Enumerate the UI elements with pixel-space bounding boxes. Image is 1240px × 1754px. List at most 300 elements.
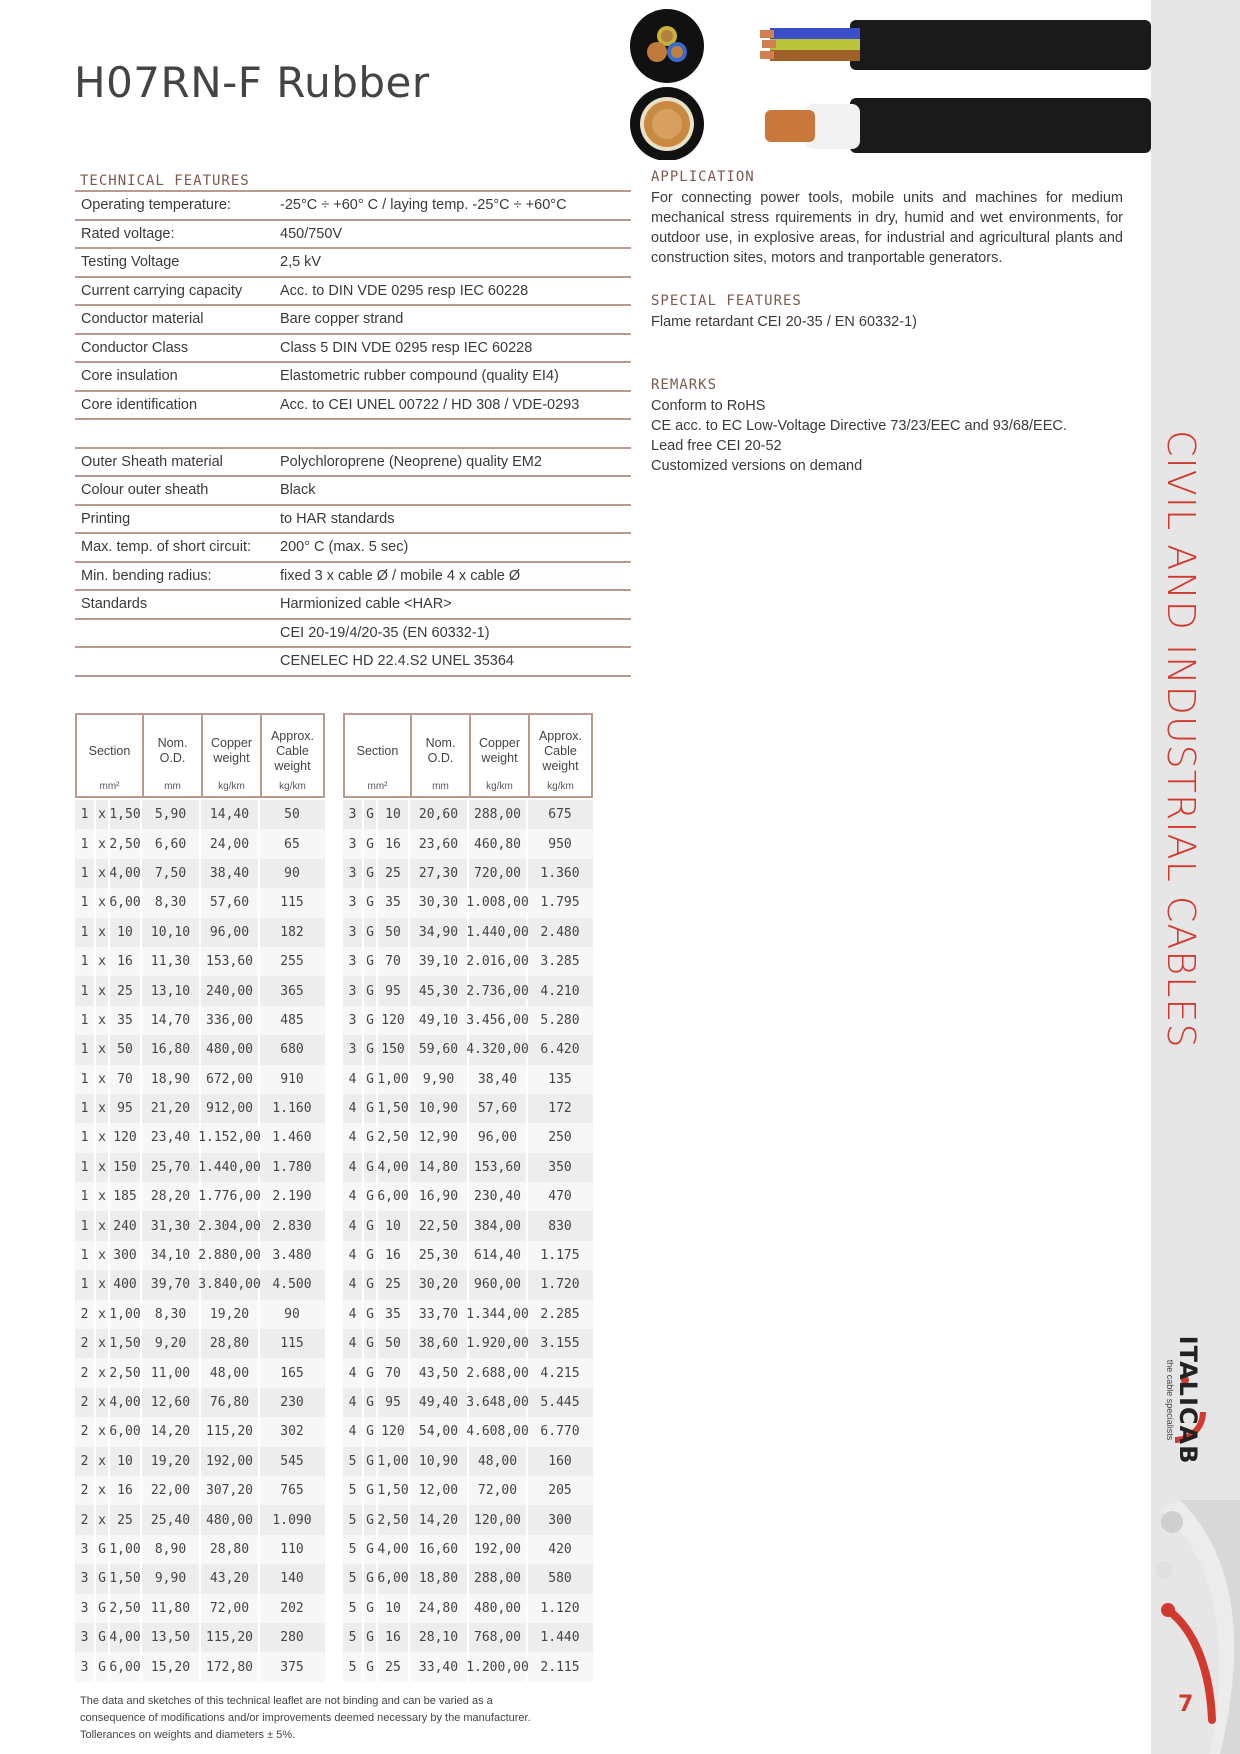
od-value: 10,90 xyxy=(410,1094,469,1123)
cores-count: 4 xyxy=(343,1182,364,1211)
cores-count: 5 xyxy=(343,1652,364,1681)
cable-weight-value: 485 xyxy=(280,1012,304,1028)
od-value: 13,50 xyxy=(142,1623,201,1652)
feature-row xyxy=(75,620,631,649)
table-row xyxy=(75,1270,325,1299)
section-value: 4,00 xyxy=(110,1623,142,1652)
cores-sep: G xyxy=(364,1123,378,1152)
copper-weight-value: 72,00 xyxy=(469,1476,528,1505)
od-value: 59,60 xyxy=(410,1035,469,1064)
feature-row xyxy=(75,648,631,677)
copper-weight-value: 614,40 xyxy=(469,1241,528,1270)
copper-weight-value: 336,00 xyxy=(201,1006,260,1035)
od-value: 38,60 xyxy=(410,1329,469,1358)
remarks-line: Conform to RoHS xyxy=(651,398,766,414)
table-header xyxy=(75,713,325,798)
od-value: 43,50 xyxy=(410,1358,469,1387)
table-row xyxy=(343,1094,593,1123)
cable-weight-value: 2.190 xyxy=(272,1189,312,1205)
section-value: 4,00 xyxy=(378,1153,410,1182)
copper-weight-value: 230,40 xyxy=(469,1182,528,1211)
cable-weight-value: 5.280 xyxy=(540,1012,580,1028)
header-copper-weight: Copper weight kg/km xyxy=(471,715,530,796)
feature-row xyxy=(75,363,631,392)
cores-sep: x xyxy=(96,976,110,1005)
cores-count: 3 xyxy=(75,1564,96,1593)
section-value: 10 xyxy=(378,1211,410,1240)
cores-sep: G xyxy=(364,1564,378,1593)
cable-table-right xyxy=(343,713,593,1682)
cores-sep: G xyxy=(364,1006,378,1035)
table-body xyxy=(343,800,593,1682)
cable-weight-value: 165 xyxy=(280,1365,304,1381)
cable-weight-value: 205 xyxy=(548,1483,572,1499)
table-row xyxy=(343,947,593,976)
feature-label: Operating temperature: xyxy=(81,197,231,214)
table-row xyxy=(75,1417,325,1446)
od-value: 12,60 xyxy=(142,1388,201,1417)
feature-value: Elastometric rubber compound (quality EI4) xyxy=(280,368,559,385)
cores-sep: G xyxy=(364,859,378,888)
cable-weight-value: 4.215 xyxy=(540,1365,580,1381)
table-row xyxy=(75,800,325,829)
section-value: 150 xyxy=(378,1035,410,1064)
table-row xyxy=(75,1652,325,1681)
feature-label: Colour outer sheath xyxy=(81,482,209,499)
feature-value: Acc. to DIN VDE 0295 resp IEC 60228 xyxy=(280,282,529,299)
cores-count: 3 xyxy=(343,918,364,947)
copper-weight-value: 912,00 xyxy=(201,1094,260,1123)
copper-weight-value: 2.304,00 xyxy=(201,1211,260,1240)
section-value: 2,50 xyxy=(110,1594,142,1623)
section-value: 95 xyxy=(110,1094,142,1123)
section-value: 35 xyxy=(110,1006,142,1035)
cable-weight-value: 115 xyxy=(280,1336,304,1352)
cores-count: 2 xyxy=(75,1329,96,1358)
cable-weight-value: 1.720 xyxy=(540,1277,580,1293)
cores-count: 4 xyxy=(343,1211,364,1240)
section-value: 1,50 xyxy=(378,1094,410,1123)
cores-count: 4 xyxy=(343,1358,364,1387)
remarks-section xyxy=(651,376,1123,476)
cable-weight-value: 90 xyxy=(284,865,300,881)
cores-sep: G xyxy=(96,1535,110,1564)
section-value: 1,50 xyxy=(110,1329,142,1358)
feature-label: Testing Voltage xyxy=(81,254,180,271)
special-features-text: Flame retardant CEI 20-35 / EN 60332-1) xyxy=(651,314,917,330)
od-value: 39,70 xyxy=(142,1270,201,1299)
table-row xyxy=(75,1505,325,1534)
cores-count: 2 xyxy=(75,1447,96,1476)
copper-weight-value: 3.456,00 xyxy=(469,1006,528,1035)
copper-weight-value: 307,20 xyxy=(201,1476,260,1505)
cores-count: 4 xyxy=(343,1270,364,1299)
od-value: 49,40 xyxy=(410,1388,469,1417)
copper-weight-value: 153,60 xyxy=(201,947,260,976)
od-value: 23,40 xyxy=(142,1123,201,1152)
section-value: 95 xyxy=(378,1388,410,1417)
section-value: 16 xyxy=(378,1623,410,1652)
od-value: 28,10 xyxy=(410,1623,469,1652)
decorative-swoosh xyxy=(1150,1500,1240,1754)
section-value: 10 xyxy=(110,1447,142,1476)
table-row xyxy=(343,1564,593,1593)
table-row xyxy=(75,1388,325,1417)
table-row xyxy=(343,1153,593,1182)
cores-sep: G xyxy=(364,1300,378,1329)
cores-sep: G xyxy=(364,1065,378,1094)
copper-weight-value: 153,60 xyxy=(469,1153,528,1182)
copper-weight-value: 288,00 xyxy=(469,1564,528,1593)
cable-weight-value: 115 xyxy=(280,895,304,911)
section-value: 2,50 xyxy=(378,1505,410,1534)
cores-count: 4 xyxy=(343,1300,364,1329)
cable-weight-value: 375 xyxy=(280,1659,304,1675)
cores-count: 1 xyxy=(75,918,96,947)
feature-label: Conductor material xyxy=(81,311,204,328)
cable-weight-value: 6.770 xyxy=(540,1424,580,1440)
od-value: 11,30 xyxy=(142,947,201,976)
table-row xyxy=(343,1535,593,1564)
cable-weight-value: 110 xyxy=(280,1541,304,1557)
od-value: 34,90 xyxy=(410,918,469,947)
feature-row xyxy=(75,278,631,307)
feature-row xyxy=(75,477,631,506)
copper-weight-value: 96,00 xyxy=(469,1123,528,1152)
copper-weight-value: 960,00 xyxy=(469,1270,528,1299)
od-value: 18,80 xyxy=(410,1564,469,1593)
cores-count: 5 xyxy=(343,1447,364,1476)
od-value: 13,10 xyxy=(142,976,201,1005)
od-value: 49,10 xyxy=(410,1006,469,1035)
table-row xyxy=(343,1300,593,1329)
table-row xyxy=(75,1476,325,1505)
cable-weight-value: 5.445 xyxy=(540,1395,580,1410)
cores-sep: G xyxy=(96,1564,110,1593)
od-value: 28,20 xyxy=(142,1182,201,1211)
section-value: 10 xyxy=(378,1594,410,1623)
cable-weight-value: 675 xyxy=(548,807,572,823)
table-row xyxy=(343,829,593,858)
table-row xyxy=(343,1505,593,1534)
section-value: 2,50 xyxy=(378,1123,410,1152)
cores-sep: G xyxy=(364,829,378,858)
cores-count: 2 xyxy=(75,1300,96,1329)
cores-count: 4 xyxy=(343,1094,364,1123)
cores-count: 3 xyxy=(343,829,364,858)
cores-count: 1 xyxy=(75,976,96,1005)
od-value: 14,20 xyxy=(410,1505,469,1534)
table-row xyxy=(343,1270,593,1299)
feature-row xyxy=(75,420,631,449)
cores-sep: x xyxy=(96,1153,110,1182)
table-row xyxy=(343,1447,593,1476)
section-value: 6,00 xyxy=(110,888,142,917)
feature-value: Bare copper strand xyxy=(280,311,404,328)
cores-count: 2 xyxy=(75,1505,96,1534)
copper-weight-value: 768,00 xyxy=(469,1623,528,1652)
cable-weight-value: 1.460 xyxy=(272,1130,312,1146)
copper-weight-value: 720,00 xyxy=(469,859,528,888)
feature-label: Printing xyxy=(81,510,131,527)
table-row xyxy=(343,976,593,1005)
special-features-heading: SPECIAL FEATURES xyxy=(651,293,802,309)
cable-weight-value: 1.160 xyxy=(272,1101,312,1117)
cores-count: 4 xyxy=(343,1065,364,1094)
cores-sep: x xyxy=(96,1300,110,1329)
cores-sep: x xyxy=(96,1417,110,1446)
cores-sep: x xyxy=(96,1476,110,1505)
copper-weight-value: 1.920,00 xyxy=(469,1329,528,1358)
cores-sep: G xyxy=(364,1241,378,1270)
table-row xyxy=(343,1358,593,1387)
od-value: 16,90 xyxy=(410,1182,469,1211)
disclaimer-text: The data and sketches of this technical leaflet are not binding and can be varied as a consequence of modifications and/or improvements deemed necessary by the manufacturer. Tollerances on weights and diameters ± 5%. xyxy=(80,1695,531,1741)
section-value: 10 xyxy=(110,918,142,947)
od-value: 14,80 xyxy=(410,1153,469,1182)
cores-count: 1 xyxy=(75,1035,96,1064)
table-row xyxy=(75,1623,325,1652)
cable-illustration xyxy=(620,0,1151,160)
remarks-line: Customized versions on demand xyxy=(651,458,863,474)
copper-weight-value: 1.008,00 xyxy=(469,888,528,917)
cores-sep: x xyxy=(96,1065,110,1094)
cores-sep: G xyxy=(364,1035,378,1064)
cores-count: 5 xyxy=(343,1505,364,1534)
cable-weight-value: 2.480 xyxy=(540,924,580,940)
cores-count: 1 xyxy=(75,888,96,917)
copper-weight-value: 172,80 xyxy=(201,1652,260,1681)
section-value: 16 xyxy=(110,947,142,976)
cores-sep: G xyxy=(364,1417,378,1446)
table-row xyxy=(75,888,325,917)
table-row xyxy=(75,1241,325,1270)
section-value: 2,50 xyxy=(110,1358,142,1387)
cores-count: 1 xyxy=(75,859,96,888)
section-value: 300 xyxy=(110,1241,142,1270)
section-value: 16 xyxy=(378,1241,410,1270)
od-value: 33,40 xyxy=(410,1652,469,1681)
copper-weight-value: 4.320,00 xyxy=(469,1035,528,1064)
feature-row xyxy=(75,563,631,592)
feature-value: 450/750V xyxy=(280,225,343,242)
cores-sep: x xyxy=(96,1388,110,1417)
copper-weight-value: 1.440,00 xyxy=(201,1153,260,1182)
cores-count: 2 xyxy=(75,1388,96,1417)
copper-weight-value: 115,20 xyxy=(201,1417,260,1446)
feature-value: to HAR standards xyxy=(280,510,395,527)
cores-sep: G xyxy=(364,1358,378,1387)
cable-weight-value: 580 xyxy=(548,1571,572,1587)
cores-sep: G xyxy=(364,888,378,917)
od-value: 54,00 xyxy=(410,1417,469,1446)
cores-sep: G xyxy=(364,918,378,947)
copper-weight-value: 384,00 xyxy=(469,1211,528,1240)
cores-count: 3 xyxy=(343,888,364,917)
copper-weight-value: 4.608,00 xyxy=(469,1417,528,1446)
feature-value: Acc. to CEI UNEL 00722 / HD 308 / VDE-0293 xyxy=(280,396,580,413)
table-row xyxy=(343,1241,593,1270)
cores-sep: x xyxy=(96,1447,110,1476)
cores-sep: G xyxy=(364,1505,378,1534)
section-value: 240 xyxy=(110,1211,142,1240)
table-row xyxy=(75,976,325,1005)
copper-weight-value: 19,20 xyxy=(201,1300,260,1329)
cable-weight-value: 3.285 xyxy=(540,954,580,970)
feature-value: 2,5 kV xyxy=(280,254,322,271)
cores-sep: G xyxy=(364,1623,378,1652)
cores-sep: G xyxy=(364,1211,378,1240)
table-row xyxy=(343,1652,593,1681)
cores-sep: x xyxy=(96,1182,110,1211)
copper-weight-value: 96,00 xyxy=(201,918,260,947)
cores-count: 1 xyxy=(75,1094,96,1123)
cable-weight-value: 140 xyxy=(280,1571,304,1587)
section-value: 4,00 xyxy=(378,1535,410,1564)
table-row xyxy=(75,1123,325,1152)
header-od: Nom. O.D. mm xyxy=(412,715,471,796)
section-value: 1,50 xyxy=(378,1476,410,1505)
section-value: 2,50 xyxy=(110,829,142,858)
cores-count: 3 xyxy=(75,1594,96,1623)
od-value: 10,90 xyxy=(410,1447,469,1476)
table-row xyxy=(343,1594,593,1623)
od-value: 30,20 xyxy=(410,1270,469,1299)
od-value: 19,20 xyxy=(142,1447,201,1476)
cable-weight-value: 3.155 xyxy=(540,1336,580,1352)
od-value: 30,30 xyxy=(410,888,469,917)
table-row xyxy=(343,888,593,917)
feature-row xyxy=(75,392,631,421)
section-value: 95 xyxy=(378,976,410,1005)
cores-sep: G xyxy=(364,1535,378,1564)
copper-weight-value: 1.440,00 xyxy=(469,918,528,947)
header-section: Section mm² xyxy=(345,715,412,796)
table-row xyxy=(75,1182,325,1211)
cable-weight-value: 302 xyxy=(280,1424,304,1440)
cores-sep: G xyxy=(364,1094,378,1123)
table-row xyxy=(75,829,325,858)
table-row xyxy=(75,947,325,976)
od-value: 20,60 xyxy=(410,800,469,829)
header-copper-weight: Copper weight kg/km xyxy=(203,715,262,796)
table-row xyxy=(343,1329,593,1358)
cable-weight-value: 230 xyxy=(280,1395,304,1410)
cores-count: 4 xyxy=(343,1329,364,1358)
section-value: 6,00 xyxy=(110,1652,142,1681)
copper-weight-value: 2.688,00 xyxy=(469,1358,528,1387)
cores-sep: G xyxy=(96,1594,110,1623)
cable-weight-value: 50 xyxy=(284,807,300,823)
cable-weight-value: 300 xyxy=(548,1512,572,1528)
od-value: 31,30 xyxy=(142,1211,201,1240)
cores-sep: G xyxy=(364,1388,378,1417)
cores-sep: x xyxy=(96,1241,110,1270)
copper-weight-value: 240,00 xyxy=(201,976,260,1005)
copper-weight-value: 192,00 xyxy=(469,1535,528,1564)
section-value: 4,00 xyxy=(110,859,142,888)
section-value: 1,00 xyxy=(110,1300,142,1329)
cable-weight-value: 4.210 xyxy=(540,983,580,999)
cores-count: 4 xyxy=(343,1417,364,1446)
cable-weight-value: 202 xyxy=(280,1600,304,1616)
cable-weight-value: 365 xyxy=(280,983,304,999)
cores-sep: x xyxy=(96,800,110,829)
feature-value: -25°C ÷ +60° C / laying temp. -25°C ÷ +60°C xyxy=(280,197,567,214)
od-value: 25,40 xyxy=(142,1505,201,1534)
cores-sep: x xyxy=(96,1035,110,1064)
section-value: 35 xyxy=(378,888,410,917)
cores-count: 4 xyxy=(343,1123,364,1152)
od-value: 34,10 xyxy=(142,1241,201,1270)
cores-sep: G xyxy=(364,947,378,976)
table-row xyxy=(75,1329,325,1358)
cable-weight-value: 765 xyxy=(280,1483,304,1499)
cores-count: 1 xyxy=(75,829,96,858)
brand-name: ITALICAB xyxy=(1174,1335,1202,1465)
cores-sep: G xyxy=(364,976,378,1005)
copper-weight-value: 288,00 xyxy=(469,800,528,829)
table-row xyxy=(343,1211,593,1240)
copper-weight-value: 3.648,00 xyxy=(469,1388,528,1417)
table-row xyxy=(343,1065,593,1094)
cores-sep: x xyxy=(96,1006,110,1035)
copper-weight-value: 2.880,00 xyxy=(201,1241,260,1270)
section-value: 120 xyxy=(110,1123,142,1152)
feature-label: Core identification xyxy=(81,396,198,413)
table-row xyxy=(75,918,325,947)
copper-weight-value: 2.016,00 xyxy=(469,947,528,976)
table-row xyxy=(75,1358,325,1387)
cable-weight-value: 90 xyxy=(284,1306,300,1322)
od-value: 11,00 xyxy=(142,1358,201,1387)
od-value: 22,00 xyxy=(142,1476,201,1505)
cable-weight-value: 680 xyxy=(280,1042,304,1058)
od-value: 25,30 xyxy=(410,1241,469,1270)
cores-sep: x xyxy=(96,888,110,917)
cores-count: 1 xyxy=(75,1153,96,1182)
od-value: 6,60 xyxy=(142,829,201,858)
table-row xyxy=(343,1417,593,1446)
cores-count: 1 xyxy=(75,1270,96,1299)
cable-weight-value: 135 xyxy=(548,1071,572,1087)
cores-sep: x xyxy=(96,859,110,888)
cable-weight-value: 250 xyxy=(548,1130,572,1146)
cable-weight-value: 470 xyxy=(548,1189,572,1205)
copper-weight-value: 1.776,00 xyxy=(201,1182,260,1211)
cores-count: 3 xyxy=(343,976,364,1005)
cores-sep: G xyxy=(364,1652,378,1681)
application-heading: APPLICATION xyxy=(651,169,755,185)
table-row xyxy=(343,1623,593,1652)
section-value: 4,00 xyxy=(110,1388,142,1417)
section-value: 1,50 xyxy=(110,800,142,829)
cable-weight-value: 1.795 xyxy=(540,895,580,911)
od-value: 23,60 xyxy=(410,829,469,858)
copper-weight-value: 38,40 xyxy=(201,859,260,888)
section-value: 10 xyxy=(378,800,410,829)
cores-count: 1 xyxy=(75,1006,96,1035)
cores-sep: G xyxy=(96,1652,110,1681)
table-header xyxy=(343,713,593,798)
table-row xyxy=(75,1594,325,1623)
cores-count: 1 xyxy=(75,1065,96,1094)
cores-sep: G xyxy=(364,1153,378,1182)
technical-features-list xyxy=(75,192,631,677)
cores-sep: x xyxy=(96,918,110,947)
copper-weight-value: 1.152,00 xyxy=(201,1123,260,1152)
cores-count: 5 xyxy=(343,1594,364,1623)
